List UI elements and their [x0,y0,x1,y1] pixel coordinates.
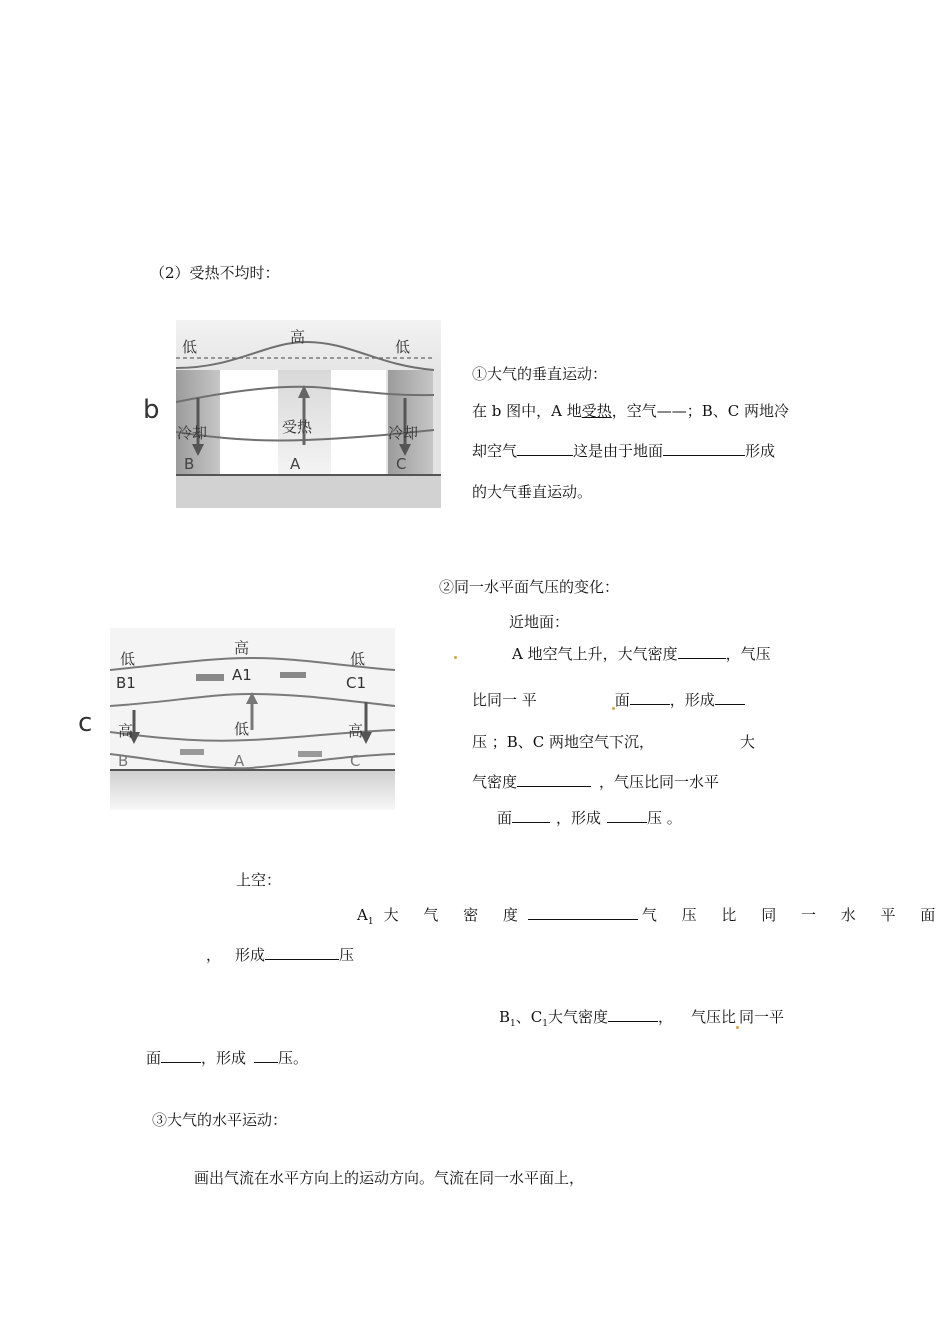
fig-c-low-right: 低 [350,650,366,668]
fig-c-point-a: A [234,752,245,770]
figure-b-letter: b [143,395,160,425]
upper-bc-line2-a: 面 [146,1049,162,1067]
vertical-line1-a: 在 b 图中，A 地 [472,402,582,420]
blank-vertical-1[interactable] [517,441,573,456]
pressure-l5-c: 压 。 [647,809,682,827]
blank-density-a[interactable] [678,644,726,659]
upper-a1-sub: 1 [367,917,374,927]
mark-dot [454,656,457,659]
upper-bc-sub2: 1 [542,1019,548,1029]
mark-dot [736,1026,739,1029]
upper-bc-line2-b: ，形成 [201,1049,247,1067]
fig-c-point-c: C [350,752,361,770]
pressure-l4-a: 气密度 [472,773,518,791]
upper-a1-prefix: A [357,906,368,924]
pressure-l3-b: 大 [740,733,756,751]
upper-label: 上空： [236,871,282,889]
pressure-l5-a: 面 [497,809,513,827]
upper-a1-form: 形成 [235,946,266,964]
fig-b-cool-left: 冷却 [177,424,208,442]
vertical-line2-a: 却空气 [472,442,518,460]
upper-bc-sub1: 1 [510,1019,516,1029]
fig-b-low-left: 低 [182,338,198,356]
blank-vertical-2[interactable] [663,441,745,456]
fig-b-point-c: C [396,455,407,473]
pressure-l2-b: 面 [614,691,630,709]
upper-a1-line2 [206,944,354,965]
vertical-line1-heat: 受热 [581,402,612,420]
vertical-title: ①大气的垂直运动： [472,365,608,383]
upper-a1-end: 压 [339,946,355,964]
section-heading: （2）受热不均时： [150,264,280,282]
upper-bc-text3: 同一平 [739,1008,785,1026]
fig-c-high-left: 高 [118,722,134,740]
pressure-l1-b: ，气压 [725,645,771,663]
horizontal-title: ③大气的水平运动： [152,1111,288,1129]
fig-b-low-right: 低 [395,338,411,356]
pressure-line5 [497,807,682,828]
pressure-line4 [472,771,719,792]
upper-bc-text: 大气密度 [547,1008,608,1026]
pressure-l4-b: ，气压比同一水平 [599,773,720,791]
vertical-line3: 的大气垂直运动。 [472,483,593,501]
vertical-line1 [472,400,789,421]
pressure-l2-a: 比同一 平 [472,691,537,709]
pressure-l1-a: A 地空气上升，大气密度 [512,645,678,663]
upper-a1-text2: 气 压 比 同 一 水 平 面 [641,906,946,924]
pressure-l3-a: 压 ；B、C 两地空气下沉， [472,733,655,751]
near-ground-label: 近地面： [509,613,570,631]
fig-c-high-right: 高 [348,722,364,740]
pressure-line1 [512,643,771,664]
pressure-line2 [472,689,745,710]
fig-b-cool-right: 冷却 [388,424,419,442]
blank-density-bc[interactable] [517,772,591,787]
fig-b-point-b: B [184,455,195,473]
upper-bc-line2 [146,1047,308,1068]
fig-c-low-mid: 低 [234,720,250,738]
pressure-l2-c: ，形成 [669,691,715,709]
blank-pressure-a[interactable] [630,690,670,705]
fig-b-heated: 受热 [282,418,313,436]
pressure-l5-b: ，形成 [556,809,602,827]
blank-upper-density-a1[interactable] [528,905,638,920]
vertical-line2 [472,440,775,461]
fig-c-point-b1: B1 [116,674,136,692]
blank-upper-form-bc[interactable] [254,1048,278,1063]
figure-c-diagram [110,628,395,810]
upper-a1-comma: ， [206,946,222,964]
blank-upper-form-a1[interactable] [265,945,339,960]
upper-bc-comma: ， [658,1008,674,1026]
fig-c-point-a1: A1 [232,666,252,684]
upper-a1-line1 [357,904,945,927]
blank-form-a[interactable] [715,690,745,705]
figure-c-letter: c [78,708,93,738]
fig-b-point-a: A [290,455,301,473]
fig-c-low-left: 低 [120,650,136,668]
blank-pressure-bc[interactable] [512,808,550,823]
blank-upper-density-bc[interactable] [608,1007,658,1022]
fig-c-high-top: 高 [234,639,250,657]
blank-upper-pressure-bc[interactable] [161,1048,201,1063]
fig-c-point-b: B [118,752,129,770]
upper-bc-text2: 气压比 [691,1008,737,1026]
pressure-title: ②同一水平面气压的变化： [439,578,620,596]
fig-b-high: 高 [290,328,306,346]
vertical-line2-c: 形成 [745,442,776,460]
fig-c-point-c1: C1 [346,674,367,692]
upper-a1-text: 大 气 密 度 [383,906,528,924]
upper-bc-line2-c: 压。 [278,1049,309,1067]
pressure-line3 [472,731,755,752]
upper-bc-mid: 、C [515,1008,543,1026]
figure-b-diagram [176,320,441,508]
upper-bc-line1 [499,1006,784,1029]
vertical-line2-b: 这是由于地面 [573,442,664,460]
blank-form-bc[interactable] [607,808,647,823]
vertical-line1-b: ，空气——；B、C 两地冷 [611,402,790,420]
horizontal-instruction: 画出气流在水平方向上的运动方向。气流在同一水平面上， [194,1169,585,1187]
upper-bc-prefix: B [499,1008,511,1026]
